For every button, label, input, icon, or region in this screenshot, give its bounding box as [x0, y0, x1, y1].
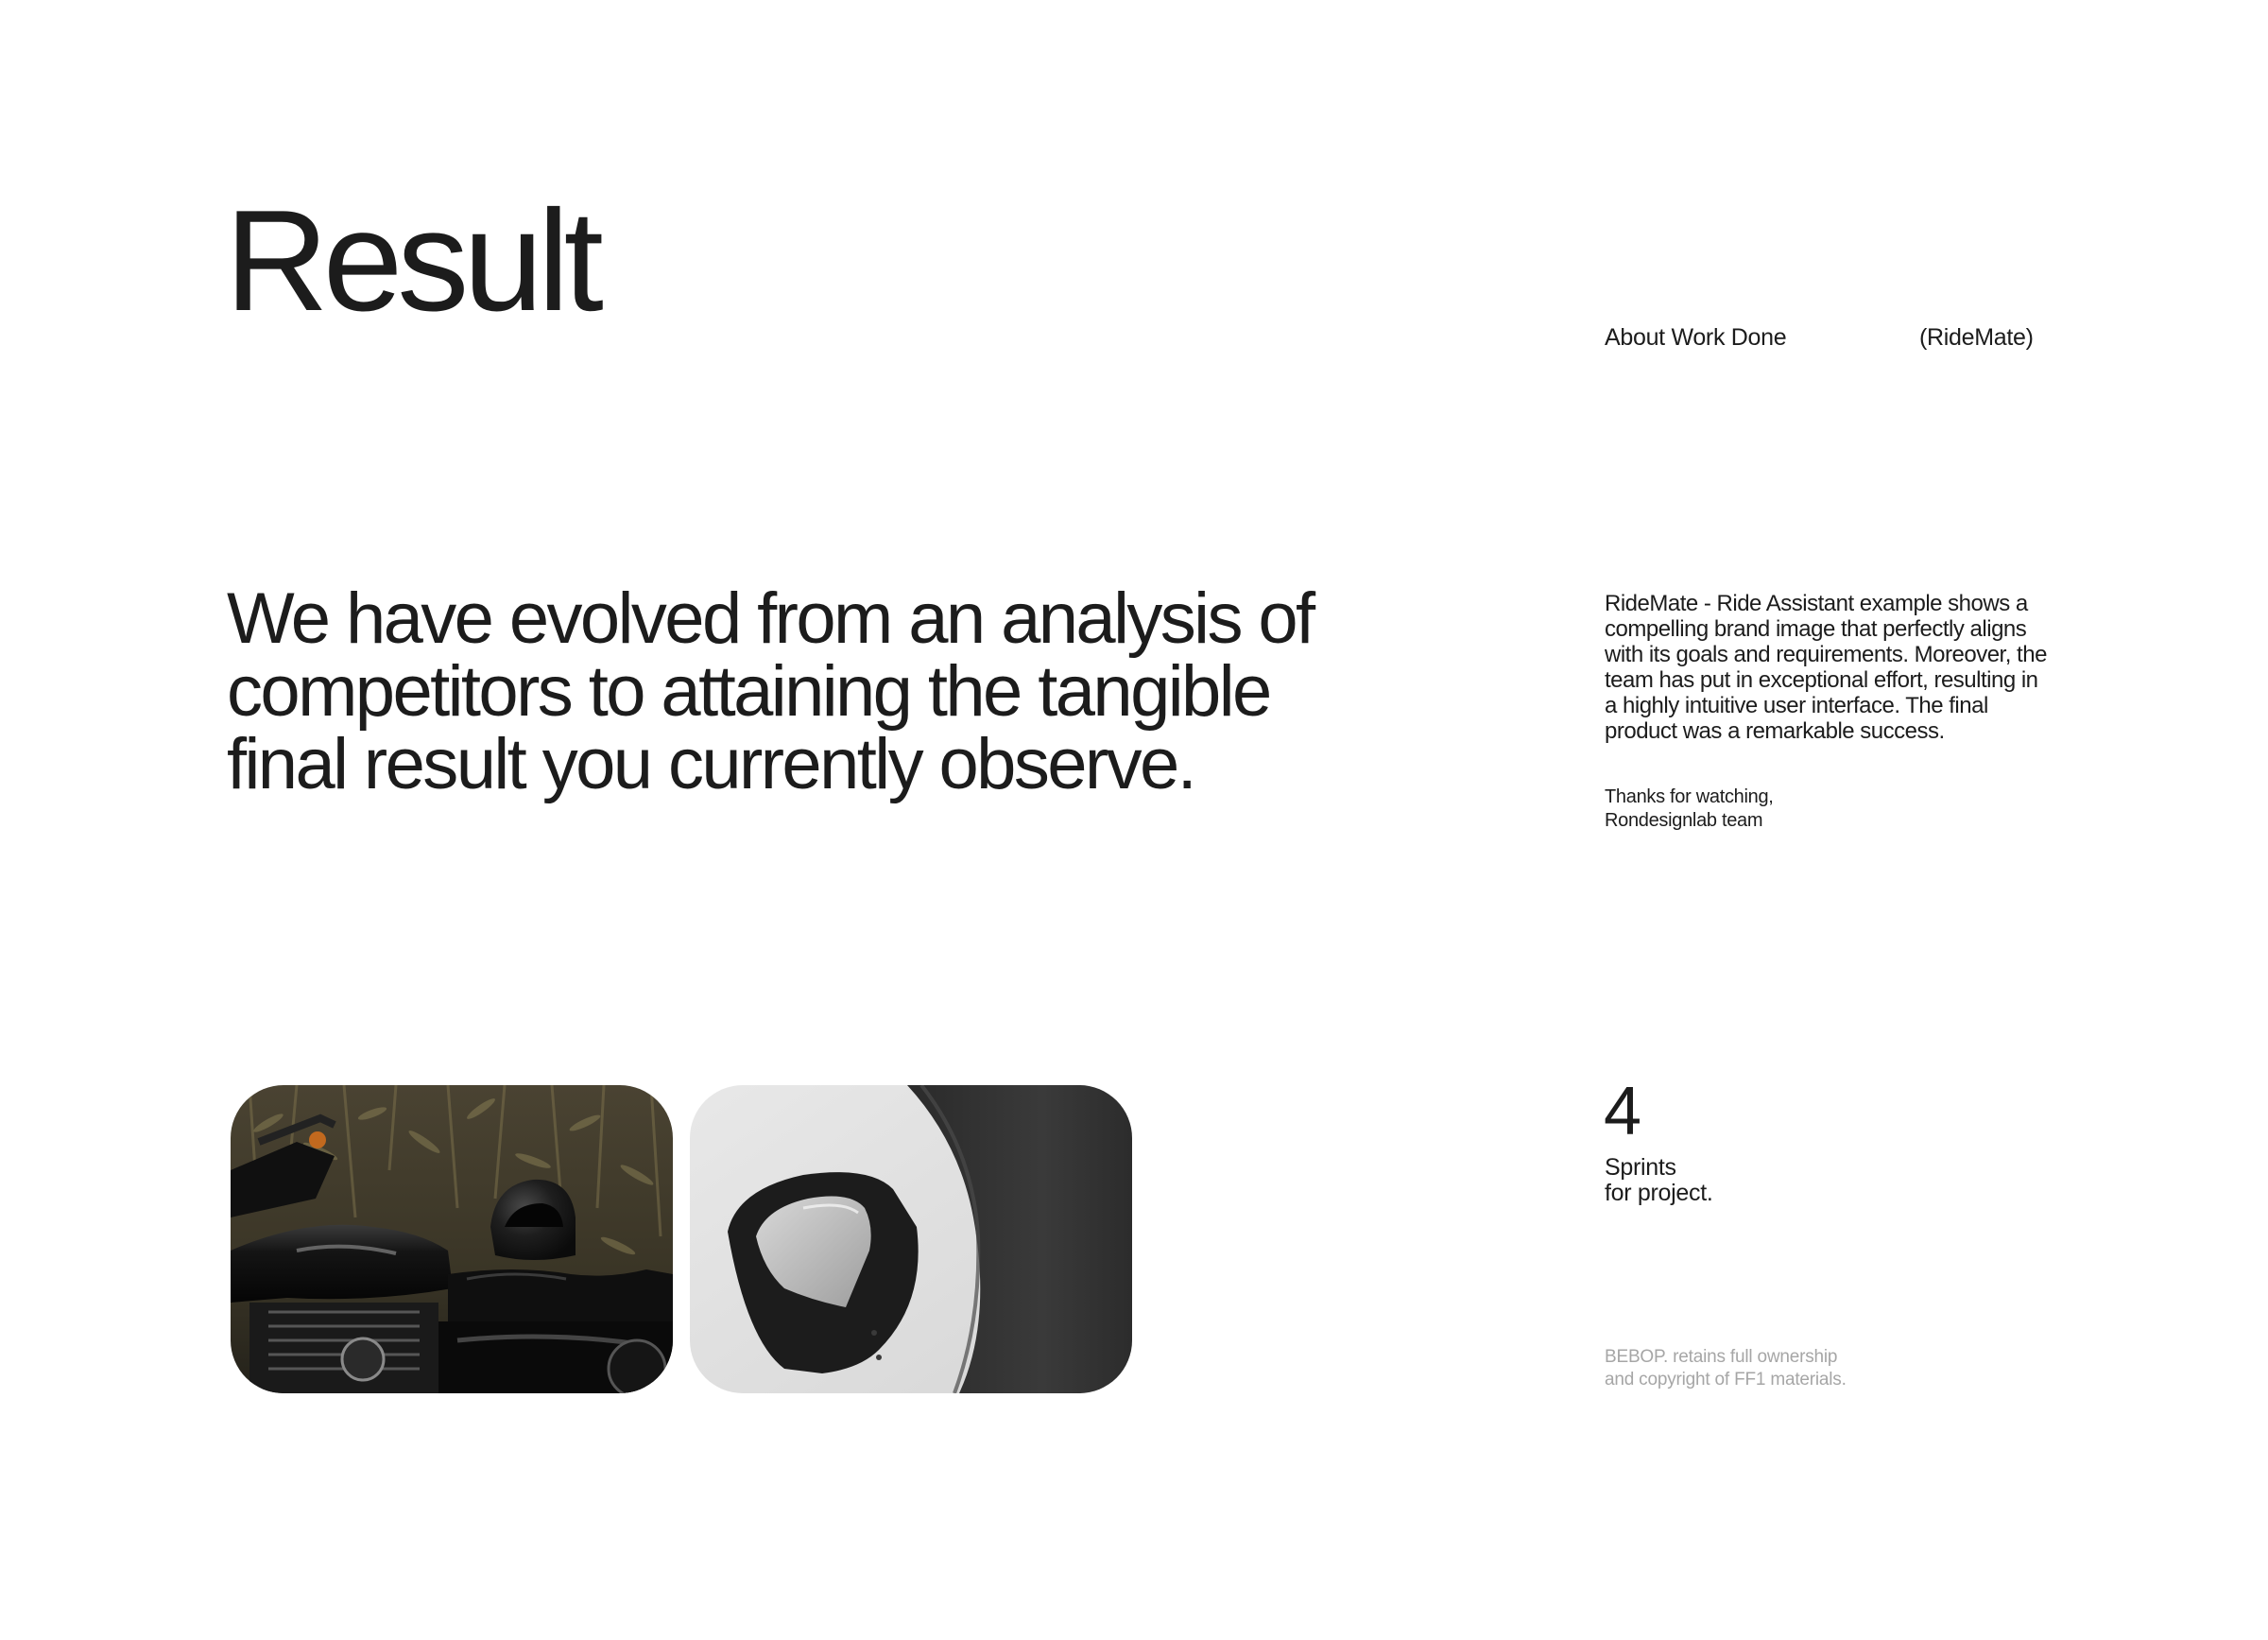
copyright-line: and copyright of FF1 materials. — [1605, 1370, 1847, 1390]
copyright-notice — [1605, 1346, 1847, 1391]
motorcycle-photo — [231, 1085, 673, 1393]
sprint-caption-line: for project. — [1605, 1180, 1713, 1206]
copyright-line: BEBOP. retains full ownership — [1605, 1347, 1838, 1367]
signoff-line: Thanks for watching, — [1605, 786, 1774, 807]
headline: We have evolved from an analysis of competitors to attaining the tangible final result you currently observe. — [227, 578, 1314, 804]
signoff — [1605, 785, 1774, 833]
sprint-count: 4 — [1604, 1074, 1642, 1149]
mirror-photo — [690, 1085, 1132, 1393]
page-title: Result — [225, 181, 598, 341]
signoff-line: Rondesignlab team — [1605, 810, 1763, 831]
project-label: (RideMate) — [1919, 324, 2034, 351]
sprint-caption — [1605, 1155, 1713, 1206]
sprint-caption-line: Sprints — [1605, 1154, 1676, 1181]
about-label: About Work Done — [1605, 324, 1787, 351]
project-description: RideMate - Ride Assistant example shows a compelling brand image that perfectly aligns with its goals and requirements. Moreover, the team has put in exceptional effort, resulting in a highly intuitive user interface. The final product was a remarkable success. — [1605, 591, 2047, 744]
